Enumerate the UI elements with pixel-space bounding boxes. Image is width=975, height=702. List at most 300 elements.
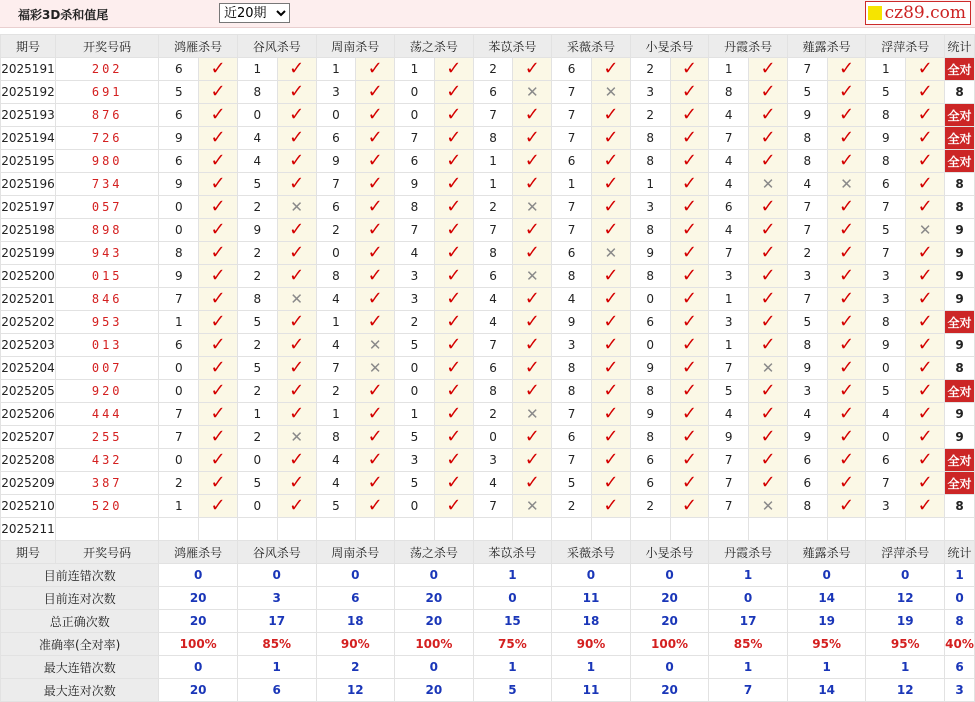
result-mark-cell	[670, 472, 709, 495]
check-icon: ✓	[367, 288, 383, 309]
kill-number-cell: 7	[552, 219, 592, 242]
result-mark-cell	[199, 150, 238, 173]
check-icon: ✓	[446, 150, 462, 171]
kill-number-cell: 6	[395, 150, 435, 173]
current-empty-cell	[434, 518, 473, 541]
kill-table	[0, 34, 975, 702]
result-mark-cell	[591, 196, 630, 219]
check-icon: ✓	[839, 472, 855, 493]
summary-value: 85%	[237, 633, 316, 656]
check-icon: ✓	[210, 357, 226, 378]
issue-cell: 2025200	[1, 265, 56, 288]
result-mark-cell	[827, 127, 866, 150]
check-icon: ✓	[289, 380, 305, 401]
check-icon: ✓	[760, 380, 776, 401]
kill-number-cell: 2	[473, 196, 513, 219]
kill-number-cell: 0	[473, 426, 513, 449]
check-icon: ✓	[917, 127, 933, 148]
check-icon: ✓	[603, 426, 619, 447]
check-icon: ✓	[446, 81, 462, 102]
kill-number-cell: 7	[473, 495, 513, 518]
kill-number-cell: 6	[552, 242, 592, 265]
result-mark-cell	[749, 380, 788, 403]
summary-value: 18	[552, 610, 631, 633]
summary-stat: 1	[945, 564, 975, 587]
cross-icon: ✕	[526, 198, 539, 216]
result-mark-cell	[906, 288, 945, 311]
kill-number-cell: 7	[866, 242, 906, 265]
summary-value: 19	[866, 610, 945, 633]
result-mark-cell	[434, 265, 473, 288]
summary-header	[1, 541, 975, 564]
check-icon: ✓	[839, 242, 855, 263]
check-icon: ✓	[839, 104, 855, 125]
check-icon: ✓	[210, 81, 226, 102]
kill-number-cell: 1	[630, 173, 670, 196]
kill-number-cell: 2	[395, 311, 435, 334]
kill-number-cell: 9	[395, 173, 435, 196]
draw-number-cell: 015	[55, 265, 158, 288]
kill-number-cell: 3	[316, 81, 356, 104]
summary-value: 20	[159, 587, 238, 610]
kill-number-cell: 0	[395, 495, 435, 518]
kill-number-cell: 2	[316, 380, 356, 403]
cross-icon: ✕	[368, 359, 382, 377]
issue-cell: 2025205	[1, 380, 56, 403]
check-icon: ✓	[446, 357, 462, 378]
kill-number-cell: 4	[787, 403, 827, 426]
result-mark-cell	[199, 104, 238, 127]
result-mark-cell	[906, 357, 945, 380]
result-mark-cell	[356, 265, 395, 288]
summary-value: 2	[316, 656, 395, 679]
kill-number-cell: 5	[159, 81, 199, 104]
result-mark-cell	[591, 357, 630, 380]
summary-value: 19	[787, 610, 866, 633]
result-mark-cell	[591, 219, 630, 242]
result-mark-cell	[434, 196, 473, 219]
result-mark-cell	[199, 219, 238, 242]
result-mark-cell	[670, 495, 709, 518]
summary-label: 目前连错次数	[1, 564, 159, 587]
kill-number-cell: 6	[159, 58, 199, 81]
kill-number-cell: 3	[473, 449, 513, 472]
issue-cell: 2025191	[1, 58, 56, 81]
summary-value: 14	[787, 587, 866, 610]
column-header: 统计	[945, 541, 975, 564]
result-mark-cell	[434, 104, 473, 127]
result-mark-cell	[199, 173, 238, 196]
row-stat-cell: 全对	[945, 104, 975, 127]
result-mark-cell	[591, 58, 630, 81]
kill-number-cell: 0	[316, 104, 356, 127]
check-icon: ✓	[603, 173, 619, 194]
current-empty-cell	[827, 518, 866, 541]
kill-number-cell: 5	[316, 495, 356, 518]
result-mark-cell	[591, 472, 630, 495]
issue-cell: 2025203	[1, 334, 56, 357]
result-mark-cell	[591, 288, 630, 311]
check-icon: ✓	[367, 449, 383, 470]
check-icon: ✓	[760, 58, 776, 79]
kill-number-cell: 6	[552, 150, 592, 173]
check-icon: ✓	[839, 334, 855, 355]
kill-number-cell: 1	[316, 311, 356, 334]
check-icon: ✓	[917, 173, 933, 194]
check-icon: ✓	[839, 81, 855, 102]
summary-value: 20	[159, 610, 238, 633]
current-empty-cell	[277, 518, 316, 541]
kill-number-cell: 7	[395, 127, 435, 150]
kill-number-cell: 8	[866, 150, 906, 173]
result-mark-cell	[749, 104, 788, 127]
result-mark-cell	[199, 265, 238, 288]
table-row	[1, 81, 975, 104]
check-icon: ✓	[446, 242, 462, 263]
check-icon: ✓	[681, 472, 697, 493]
summary-row	[1, 610, 975, 633]
table-row	[1, 403, 975, 426]
result-mark-cell	[670, 403, 709, 426]
kill-number-cell: 7	[473, 219, 513, 242]
check-icon: ✓	[210, 196, 226, 217]
check-icon: ✓	[289, 472, 305, 493]
check-icon: ✓	[917, 334, 933, 355]
table-row	[1, 265, 975, 288]
kill-number-cell: 3	[866, 288, 906, 311]
kill-number-cell: 8	[316, 265, 356, 288]
kill-number-cell: 8	[473, 127, 513, 150]
result-mark-cell	[277, 265, 316, 288]
table-row	[1, 173, 975, 196]
check-icon: ✓	[367, 196, 383, 217]
result-mark-cell	[277, 449, 316, 472]
summary-value: 0	[237, 564, 316, 587]
summary-value: 5	[473, 679, 552, 702]
result-mark-cell	[591, 242, 630, 265]
row-stat-cell: 全对	[945, 380, 975, 403]
result-mark-cell	[906, 334, 945, 357]
kill-number-cell: 0	[159, 219, 199, 242]
check-icon: ✓	[839, 219, 855, 240]
kill-number-cell: 7	[473, 334, 513, 357]
summary-value: 0	[395, 564, 474, 587]
check-icon: ✓	[524, 472, 540, 493]
kill-number-cell: 7	[709, 495, 749, 518]
result-mark-cell	[434, 311, 473, 334]
column-header: 小旻杀号	[630, 35, 709, 58]
check-icon: ✓	[446, 127, 462, 148]
check-icon: ✓	[917, 403, 933, 424]
result-mark-cell	[434, 334, 473, 357]
kill-number-cell: 3	[395, 288, 435, 311]
check-icon: ✓	[524, 449, 540, 470]
check-icon: ✓	[917, 196, 933, 217]
kill-number-cell: 8	[630, 150, 670, 173]
kill-number-cell: 8	[552, 380, 592, 403]
result-mark-cell	[591, 127, 630, 150]
kill-number-cell: 7	[709, 242, 749, 265]
check-icon: ✓	[603, 104, 619, 125]
kill-number-cell: 0	[237, 495, 277, 518]
table-row	[1, 380, 975, 403]
draw-number-cell: 057	[55, 196, 158, 219]
result-mark-cell	[591, 449, 630, 472]
summary-label: 最大连错次数	[1, 656, 159, 679]
kill-number-cell: 6	[316, 127, 356, 150]
result-mark-cell	[199, 334, 238, 357]
table-row	[1, 127, 975, 150]
kill-number-cell: 8	[787, 127, 827, 150]
logo-square-icon	[868, 6, 882, 20]
kill-number-cell: 7	[866, 196, 906, 219]
kill-number-cell: 1	[473, 150, 513, 173]
check-icon: ✓	[917, 242, 933, 263]
kill-number-cell: 8	[552, 265, 592, 288]
result-mark-cell	[356, 150, 395, 173]
kill-number-cell: 0	[395, 104, 435, 127]
result-mark-cell	[749, 495, 788, 518]
summary-stat: 0	[945, 587, 975, 610]
draw-number-cell: 943	[55, 242, 158, 265]
current-empty-cell	[591, 518, 630, 541]
row-stat-cell: 8	[945, 357, 975, 380]
check-icon: ✓	[524, 288, 540, 309]
result-mark-cell	[591, 104, 630, 127]
check-icon: ✓	[446, 334, 462, 355]
column-header: 苯苡杀号	[473, 541, 552, 564]
result-mark-cell	[906, 472, 945, 495]
kill-number-cell: 7	[552, 104, 592, 127]
result-mark-cell	[277, 150, 316, 173]
kill-number-cell: 7	[552, 449, 592, 472]
check-icon: ✓	[446, 265, 462, 286]
kill-number-cell: 1	[395, 403, 435, 426]
check-icon: ✓	[446, 426, 462, 447]
column-header: 开奖号码	[55, 541, 158, 564]
result-mark-cell	[906, 150, 945, 173]
row-stat-cell: 9	[945, 426, 975, 449]
kill-number-cell: 9	[787, 426, 827, 449]
kill-number-cell: 3	[709, 265, 749, 288]
check-icon: ✓	[760, 150, 776, 171]
result-mark-cell	[513, 288, 552, 311]
issue-cell: 2025193	[1, 104, 56, 127]
kill-number-cell: 9	[787, 357, 827, 380]
kill-number-cell: 2	[237, 265, 277, 288]
check-icon: ✓	[603, 219, 619, 240]
check-icon: ✓	[760, 242, 776, 263]
result-mark-cell	[906, 265, 945, 288]
kill-number-cell: 1	[395, 58, 435, 81]
check-icon: ✓	[210, 150, 226, 171]
row-stat-cell: 8	[945, 495, 975, 518]
kill-number-cell: 4	[709, 104, 749, 127]
result-mark-cell	[906, 104, 945, 127]
result-mark-cell	[827, 242, 866, 265]
result-mark-cell	[827, 334, 866, 357]
summary-value: 100%	[395, 633, 474, 656]
check-icon: ✓	[917, 426, 933, 447]
kill-number-cell: 3	[787, 380, 827, 403]
result-mark-cell	[434, 403, 473, 426]
check-icon: ✓	[210, 265, 226, 286]
kill-number-cell: 9	[159, 127, 199, 150]
result-mark-cell	[749, 219, 788, 242]
check-icon: ✓	[367, 81, 383, 102]
row-stat-cell: 9	[945, 265, 975, 288]
kill-number-cell: 5	[552, 472, 592, 495]
check-icon: ✓	[524, 426, 540, 447]
kill-number-cell: 1	[709, 288, 749, 311]
draw-number-cell: 920	[55, 380, 158, 403]
result-mark-cell	[827, 357, 866, 380]
result-mark-cell	[434, 58, 473, 81]
kill-number-cell: 8	[866, 311, 906, 334]
check-icon: ✓	[289, 403, 305, 424]
summary-value: 20	[630, 587, 709, 610]
check-icon: ✓	[603, 288, 619, 309]
check-icon: ✓	[367, 127, 383, 148]
summary-value: 18	[316, 610, 395, 633]
check-icon: ✓	[603, 58, 619, 79]
issue-cell: 2025196	[1, 173, 56, 196]
check-icon: ✓	[367, 150, 383, 171]
draw-number-cell: 520	[55, 495, 158, 518]
kill-number-cell: 8	[473, 242, 513, 265]
cross-icon: ✕	[526, 267, 539, 285]
table-row	[1, 104, 975, 127]
draw-number-cell: 007	[55, 357, 158, 380]
kill-number-cell: 2	[316, 219, 356, 242]
check-icon: ✓	[760, 449, 776, 470]
result-mark-cell	[670, 81, 709, 104]
check-icon: ✓	[210, 311, 226, 332]
check-icon: ✓	[446, 495, 462, 516]
kill-number-cell: 5	[787, 81, 827, 104]
current-empty-cell	[670, 518, 709, 541]
check-icon: ✓	[446, 472, 462, 493]
current-label-cell: 当前期杀号	[55, 518, 158, 541]
summary-value: 20	[395, 679, 474, 702]
column-header: 荡之杀号	[395, 35, 474, 58]
check-icon: ✓	[446, 196, 462, 217]
kill-number-cell: 6	[159, 150, 199, 173]
result-mark-cell	[356, 380, 395, 403]
kill-number-cell: 7	[787, 196, 827, 219]
issue-cell: 2025197	[1, 196, 56, 219]
cross-icon: ✕	[604, 244, 618, 262]
kill-number-cell: 5	[237, 472, 277, 495]
check-icon: ✓	[603, 357, 619, 378]
check-icon: ✓	[446, 173, 462, 194]
current-empty-cell	[749, 518, 788, 541]
result-mark-cell	[906, 495, 945, 518]
summary-row	[1, 656, 975, 679]
draw-number-cell: 953	[55, 311, 158, 334]
summary-value: 1	[787, 656, 866, 679]
period-select[interactable]	[219, 3, 290, 23]
kill-number-cell: 0	[866, 426, 906, 449]
result-mark-cell	[591, 81, 630, 104]
summary-value: 90%	[552, 633, 631, 656]
check-icon: ✓	[210, 58, 226, 79]
kill-number-cell: 0	[237, 449, 277, 472]
check-icon: ✓	[760, 334, 776, 355]
result-mark-cell	[513, 380, 552, 403]
check-icon: ✓	[367, 104, 383, 125]
kill-number-cell: 4	[866, 403, 906, 426]
check-icon: ✓	[603, 495, 619, 516]
table-row	[1, 334, 975, 357]
kill-number-cell: 7	[159, 426, 199, 449]
result-mark-cell	[906, 311, 945, 334]
result-mark-cell	[670, 127, 709, 150]
summary-value: 0	[159, 656, 238, 679]
check-icon: ✓	[760, 403, 776, 424]
issue-cell: 2025209	[1, 472, 56, 495]
summary-value: 20	[159, 679, 238, 702]
check-icon: ✓	[210, 288, 226, 309]
result-mark-cell	[749, 288, 788, 311]
summary-value: 1	[237, 656, 316, 679]
kill-number-cell: 0	[630, 334, 670, 357]
summary-value: 100%	[159, 633, 238, 656]
result-mark-cell	[749, 81, 788, 104]
check-icon: ✓	[367, 403, 383, 424]
check-icon: ✓	[446, 403, 462, 424]
check-icon: ✓	[603, 150, 619, 171]
result-mark-cell	[513, 449, 552, 472]
kill-number-cell: 7	[473, 104, 513, 127]
check-icon: ✓	[917, 357, 933, 378]
result-mark-cell	[277, 196, 316, 219]
result-mark-cell	[434, 150, 473, 173]
result-mark-cell	[513, 426, 552, 449]
kill-number-cell: 0	[159, 196, 199, 219]
check-icon: ✓	[760, 104, 776, 125]
result-mark-cell	[434, 495, 473, 518]
result-mark-cell	[356, 219, 395, 242]
summary-value: 90%	[316, 633, 395, 656]
check-icon: ✓	[289, 81, 305, 102]
kill-number-cell: 9	[866, 127, 906, 150]
site-logo[interactable]	[865, 1, 971, 25]
column-header: 采薇杀号	[552, 541, 631, 564]
check-icon: ✓	[917, 449, 933, 470]
column-header: 小旻杀号	[630, 541, 709, 564]
draw-number-cell: 876	[55, 104, 158, 127]
issue-cell: 2025192	[1, 81, 56, 104]
kill-number-cell: 1	[866, 58, 906, 81]
summary-value: 1	[866, 656, 945, 679]
check-icon: ✓	[289, 127, 305, 148]
result-mark-cell	[749, 334, 788, 357]
result-mark-cell	[434, 219, 473, 242]
result-mark-cell	[827, 104, 866, 127]
result-mark-cell	[277, 495, 316, 518]
summary-value: 17	[709, 610, 788, 633]
column-header: 开奖号码	[55, 35, 158, 58]
row-stat-cell: 全对	[945, 449, 975, 472]
check-icon: ✓	[603, 449, 619, 470]
column-header: 统计	[945, 35, 975, 58]
draw-number-cell: 255	[55, 426, 158, 449]
result-mark-cell	[670, 426, 709, 449]
result-mark-cell	[199, 58, 238, 81]
kill-number-cell: 8	[237, 288, 277, 311]
check-icon: ✓	[524, 173, 540, 194]
